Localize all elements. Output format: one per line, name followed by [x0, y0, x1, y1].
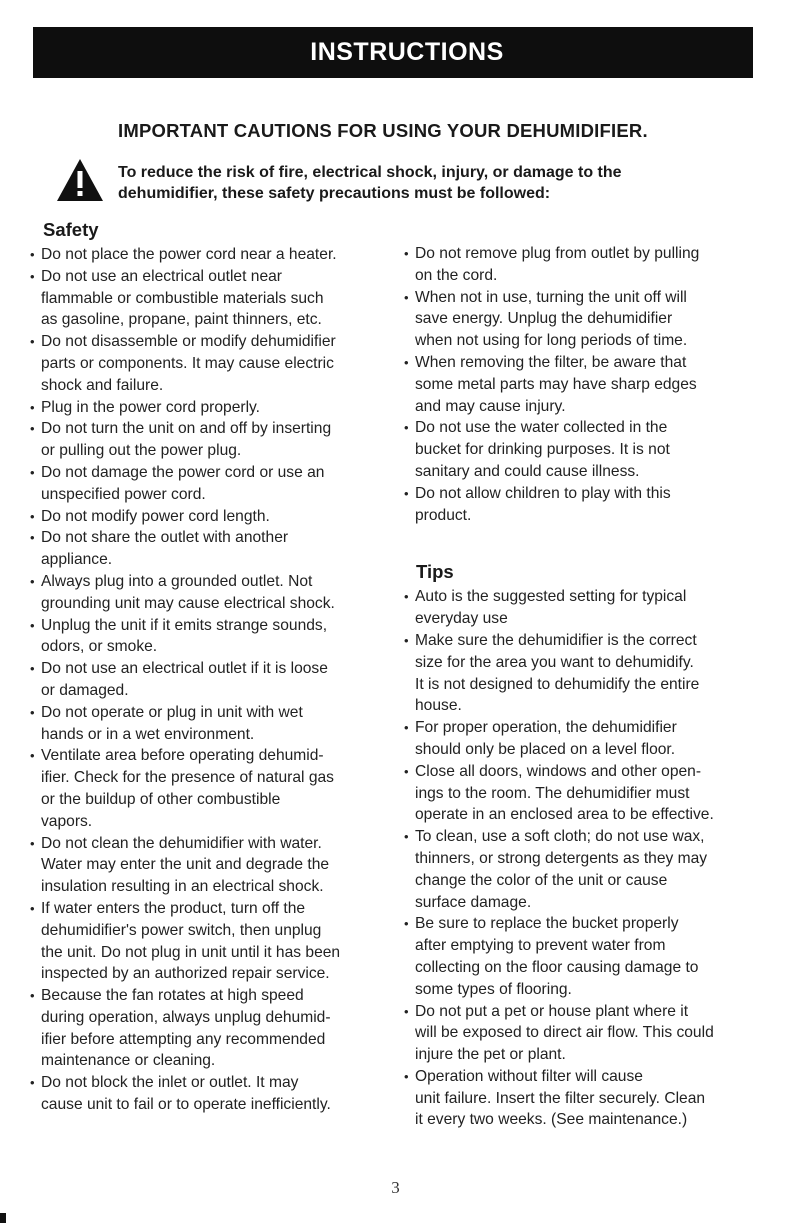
warning-triangle-icon	[56, 158, 104, 202]
list-item: • Do not damage the power cord or use an unspecified power cord.	[30, 462, 386, 506]
list-item: • Do not disassemble or modify dehumidifier parts or components. It may cause electric shock and failure.	[30, 331, 386, 396]
tips-heading: Tips	[416, 561, 454, 583]
list-item: • Close all doors, windows and other open- ings to the room. The dehumidifier must operate in an enclosed area to be effective.	[404, 761, 754, 826]
tips-section	[404, 560, 754, 1131]
list-item: • Because the fan rotates at high speed during operation, always unplug dehumid- ifier before attempting any recommended maintenance or cleaning.	[30, 985, 386, 1072]
list-item: • Be sure to replace the bucket properly after emptying to prevent water from collecting on the floor causing damage to some types of flooring.	[404, 913, 754, 1000]
list-item: • Do not modify power cord length.	[30, 506, 386, 528]
safety-heading: Safety	[43, 219, 99, 240]
page-subtitle: IMPORTANT CAUTIONS FOR USING YOUR DEHUMIDIFIER.	[118, 120, 648, 141]
list-item: • Do not allow children to play with this product.	[404, 483, 754, 527]
page-number: 3	[391, 1178, 400, 1197]
list-item: • Always plug into a grounded outlet. Not grounding unit may cause electrical shock.	[30, 571, 386, 615]
list-item: • When not in use, turning the unit off will save energy. Unplug the dehumidifier when not using for long periods of time.	[404, 287, 754, 352]
list-item: • Unplug the unit if it emits strange sounds, odors, or smoke.	[30, 615, 386, 659]
list-item: • Do not place the power cord near a heater.	[30, 244, 386, 266]
list-item: • If water enters the product, turn off the dehumidifier's power switch, then unplug the unit. Do not plug in unit until it has been inspected by an authorized repair service.	[30, 898, 386, 985]
list-item: • To clean, use a soft cloth; do not use wax, thinners, or strong detergents as they may change the color of the unit or cause surface damage.	[404, 826, 754, 913]
tips-list	[404, 586, 754, 1131]
header-title: INSTRUCTIONS	[310, 38, 504, 66]
header-bar	[33, 27, 753, 78]
list-item: • Do not put a pet or house plant where it will be exposed to direct air flow. This could injure the pet or plant.	[404, 1001, 754, 1066]
warning-text: To reduce the risk of fire, electrical shock, injury, or damage to the dehumidifier, these safety precautions must be followed:	[118, 164, 622, 202]
list-item: • Do not clean the dehumidifier with water. Water may enter the unit and degrade the insulation resulting in an electrical shock.	[30, 833, 386, 898]
list-item: • When removing the filter, be aware that some metal parts may have sharp edges and may cause injury.	[404, 352, 754, 417]
list-item: • Do not remove plug from outlet by pulling on the cord.	[404, 243, 754, 287]
right-column	[404, 243, 754, 1131]
list-item: • Do not use the water collected in the bucket for drinking purposes. It is not sanitary and could cause illness.	[404, 417, 754, 482]
list-item: • Operation without filter will cause unit failure. Insert the filter securely. Clean it every two weeks. (See maintenance.)	[404, 1066, 754, 1131]
list-item: • Do not use an electrical outlet if it is loose or damaged.	[30, 658, 386, 702]
list-item: • Do not share the outlet with another appliance.	[30, 527, 386, 571]
list-item: • Do not operate or plug in unit with wet hands or in a wet environment.	[30, 702, 386, 746]
safety-list-right	[404, 243, 754, 526]
safety-list-left	[30, 244, 386, 1116]
list-item: • Do not turn the unit on and off by inserting or pulling out the power plug.	[30, 418, 386, 462]
list-item: • Auto is the suggested setting for typical everyday use	[404, 586, 754, 630]
safety-column-left	[30, 218, 386, 1116]
list-item: • Do not use an electrical outlet near flammable or combustible materials such as gasoline, propane, paint thinners, etc.	[30, 266, 386, 331]
list-item: • Make sure the dehumidifier is the correct size for the area you want to dehumidify. It is not designed to dehumidify the entire house.	[404, 630, 754, 717]
list-item: • For proper operation, the dehumidifier should only be placed on a level floor.	[404, 717, 754, 761]
list-item: • Ventilate area before operating dehumid- ifier. Check for the presence of natural gas or the buildup of other combustible vapors.	[30, 745, 386, 832]
list-item: • Do not block the inlet or outlet. It may cause unit to fail or to operate inefficiently.	[30, 1072, 386, 1116]
scan-corner-mark	[0, 1213, 6, 1223]
list-item: • Plug in the power cord properly.	[30, 397, 386, 419]
